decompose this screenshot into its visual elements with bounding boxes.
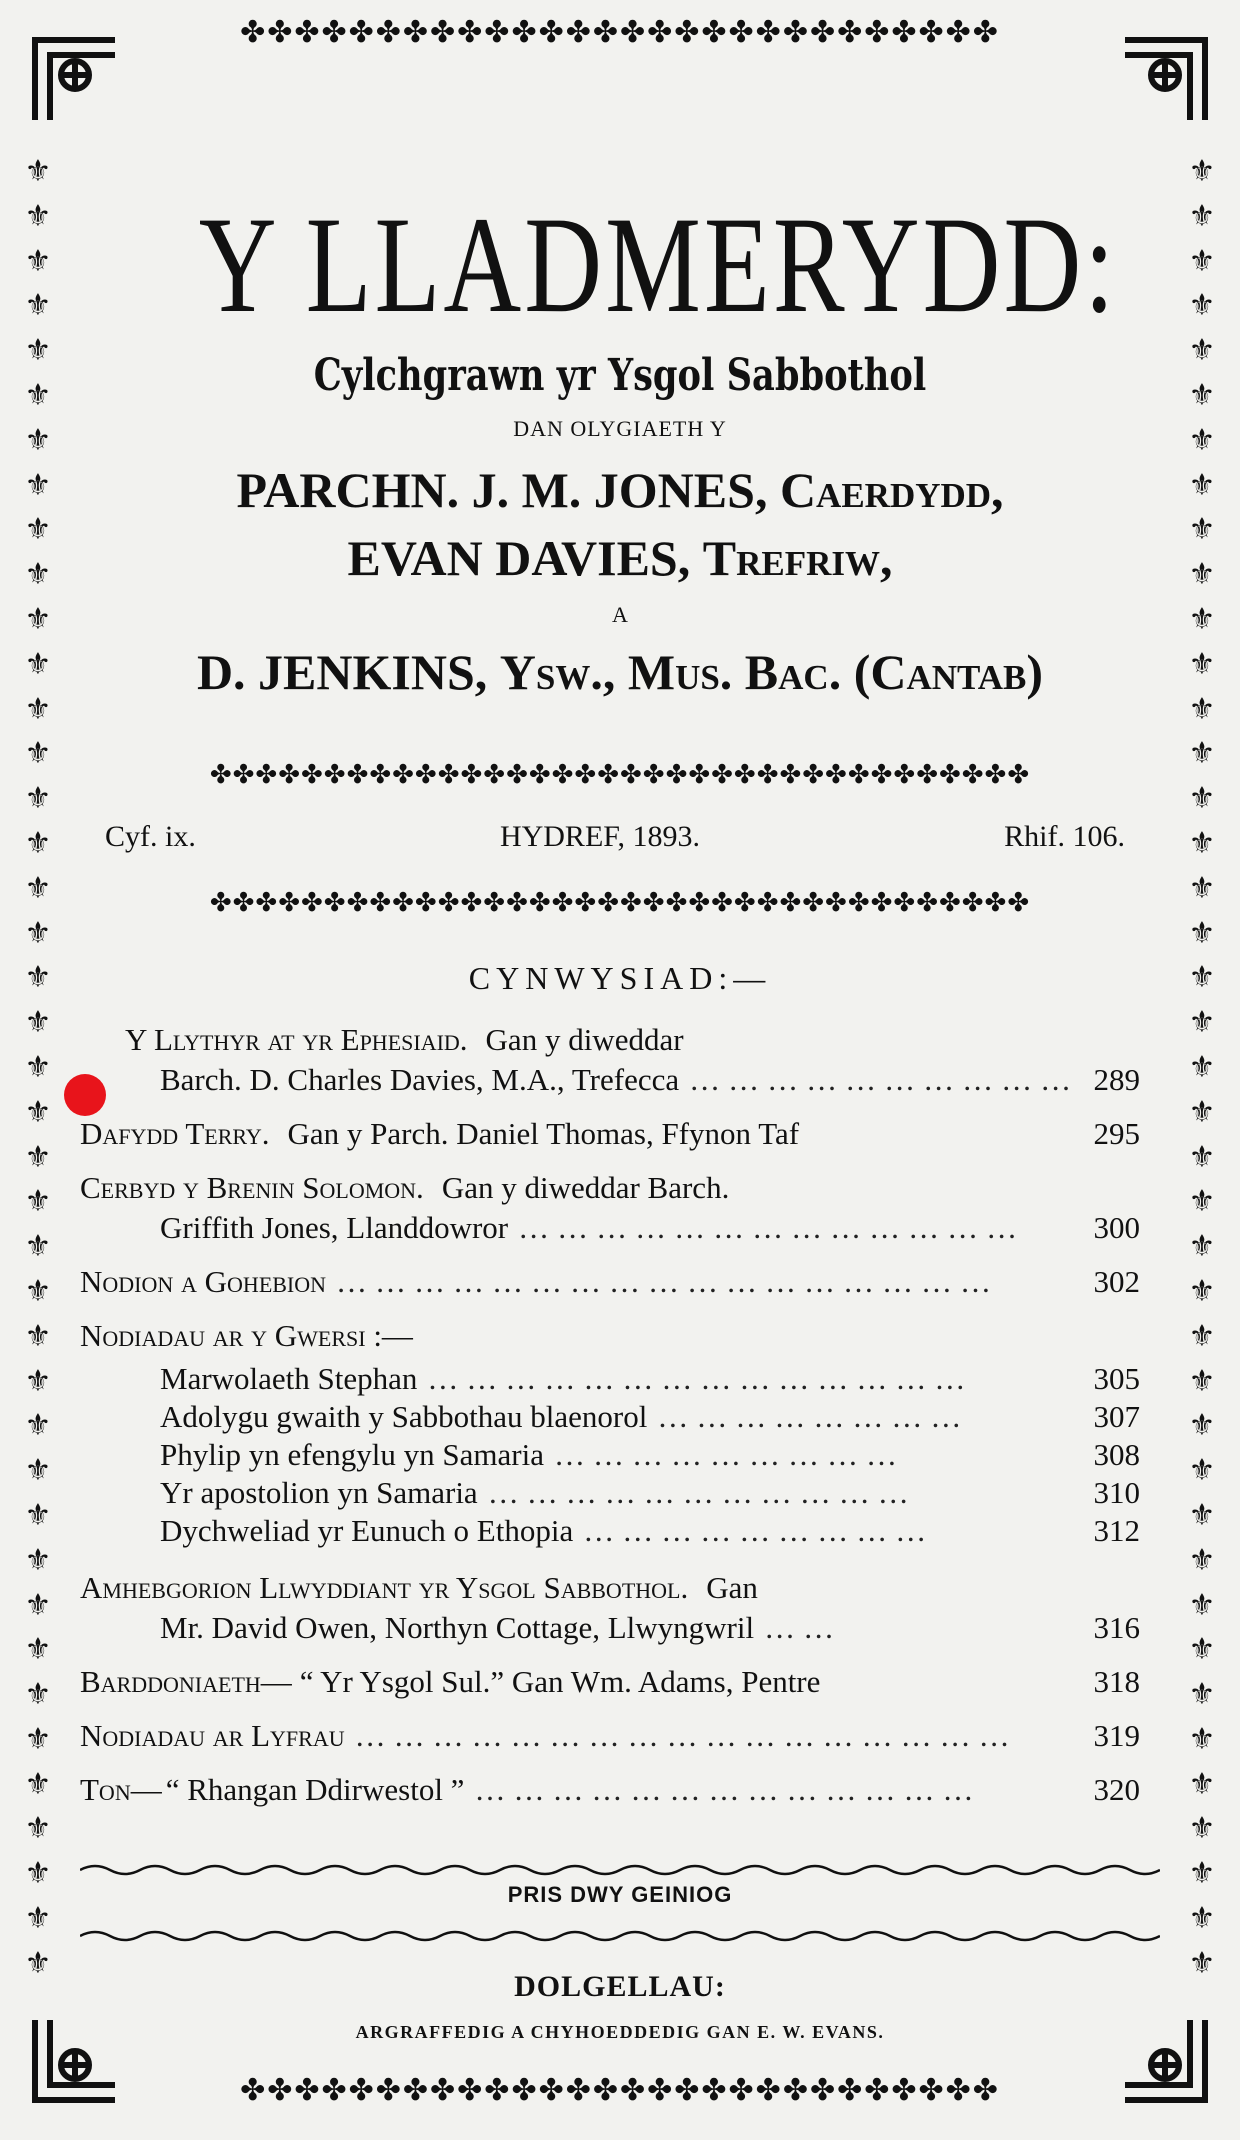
editor-3	[80, 638, 1160, 706]
toc-entry-title: Barddoniaeth—	[80, 1664, 292, 1699]
toc-subentry-title: Yr apostolion yn Samaria	[160, 1475, 478, 1510]
issue-info	[105, 820, 1125, 854]
toc-subentry-title: Marwolaeth Stephan	[160, 1361, 418, 1396]
toc-subentry	[80, 1512, 1140, 1550]
toc-leader-dots: ……………………	[657, 1399, 970, 1434]
toc-subentry	[80, 1360, 1140, 1398]
toc-leader-dots: …………………………	[689, 1062, 1080, 1097]
toc-entry-title: Nodion a Gohebion	[80, 1264, 327, 1299]
corner-ornament-top-left	[20, 20, 130, 130]
editor-1-place: Caerdydd,	[779, 462, 1004, 518]
toc-entry-title: Nodiadau ar Lyfrau	[80, 1718, 345, 1753]
editor-2-place: Trefriw,	[702, 530, 893, 586]
toc-page-number: 307	[1093, 1399, 1140, 1434]
editor-1	[80, 456, 1160, 524]
toc-entry-author: “ Rhangan Ddirwestol ”	[165, 1772, 465, 1807]
toc-entry-title: Dafydd Terry.	[80, 1116, 270, 1151]
toc-page-number: 302	[1093, 1264, 1140, 1299]
wavy-rule-lower	[80, 1928, 1160, 1944]
toc-leader-dots: ……………………………………………	[354, 1718, 1018, 1753]
toc-leader-dots	[799, 1114, 1080, 1154]
top-border-ornament: ✤✤✤✤✤✤✤✤✤✤✤✤✤✤✤✤✤✤✤✤✤✤✤✤✤✤✤✤	[240, 16, 1000, 50]
toc-subentry-title: Phylip yn efengylu yn Samaria	[160, 1437, 544, 1472]
editor-1-name: PARCHN. J. M. JONES,	[236, 462, 768, 518]
editor-3-title: Ysw., Mus. Bac. (Cantab)	[499, 644, 1044, 700]
issue-number: Rhif. 106.	[1004, 820, 1125, 853]
toc-entry	[80, 1168, 1140, 1248]
toc-section-heading	[80, 1316, 1140, 1356]
volume-number: Cyf. ix.	[105, 820, 196, 853]
toc-entry-title: Y Llythyr at yr Ephesiaid.	[125, 1022, 468, 1057]
toc-entry	[80, 1716, 1140, 1756]
toc-leader-dots: ……	[764, 1610, 843, 1645]
editorship-line: DAN OLYGIAETH Y	[513, 416, 727, 441]
masthead	[80, 190, 1160, 706]
toc-entry-title: Ton—	[80, 1772, 162, 1807]
right-border-ornament: ⚜ ⚜ ⚜ ⚜ ⚜ ⚜ ⚜ ⚜ ⚜ ⚜ ⚜ ⚜ ⚜ ⚜ ⚜ ⚜ ⚜ ⚜ ⚜ ⚜ ⚜ ⚜ ⚜ ⚜ ⚜ ⚜ ⚜ ⚜ ⚜ ⚜ ⚜ ⚜ ⚜ ⚜ ⚜ ⚜ ⚜ ⚜ ⚜ ⚜ ⚜	[1188, 154, 1216, 1981]
toc-leader-dots: ……………………………………	[427, 1361, 974, 1396]
toc-page-number: 320	[1093, 1772, 1140, 1807]
toc-entry	[80, 1262, 1140, 1302]
toc-page-number: 308	[1093, 1437, 1140, 1472]
magazine-subtitle: Cylchgrawn yr Ysgol Sabbothol	[313, 350, 927, 401]
red-dot-marker	[64, 1074, 106, 1116]
toc-subentry	[80, 1398, 1140, 1436]
toc-page-number: 310	[1093, 1475, 1140, 1510]
bottom-border-ornament: ✤✤✤✤✤✤✤✤✤✤✤✤✤✤✤✤✤✤✤✤✤✤✤✤✤✤✤✤	[240, 2074, 1000, 2108]
ornamental-rule-upper: ✤✤✤✤✤✤✤✤✤✤✤✤✤✤✤✤✤✤✤✤✤✤✤✤✤✤✤✤✤✤✤✤✤✤✤✤	[209, 760, 1031, 790]
price-line: PRIS DWY GEINIOG	[507, 1882, 733, 1907]
toc-page-number: 289	[1093, 1062, 1140, 1097]
toc-entry-author-cont: Mr. David Owen, Northyn Cottage, Llwyngwril	[160, 1610, 755, 1645]
toc-entry-author: Gan y diweddar	[485, 1022, 684, 1057]
toc-entry	[80, 1568, 1140, 1648]
toc-entry-author-cont: Griffith Jones, Llanddowror	[160, 1210, 509, 1245]
toc-leader-dots: …………………………………	[474, 1772, 982, 1807]
wavy-rule-upper	[80, 1862, 1160, 1878]
toc-entry-author: Gan	[706, 1570, 758, 1605]
and-conjunction: A	[612, 602, 628, 627]
toc-page-number: 318	[1093, 1664, 1140, 1699]
toc-page-number: 295	[1093, 1116, 1140, 1151]
editor-3-name: D. JENKINS,	[196, 644, 488, 700]
ornamental-rule-lower: ✤✤✤✤✤✤✤✤✤✤✤✤✤✤✤✤✤✤✤✤✤✤✤✤✤✤✤✤✤✤✤✤✤✤✤✤	[209, 888, 1031, 918]
toc-subentry	[80, 1474, 1140, 1512]
toc-leader-dots: ……………………………	[487, 1475, 917, 1510]
toc-page-number: 319	[1093, 1718, 1140, 1753]
contents-heading: CYNWYSIAD:—	[468, 960, 772, 996]
toc-page-number: 300	[1093, 1210, 1140, 1245]
table-of-contents	[80, 1020, 1140, 1810]
toc-entry	[80, 1662, 1140, 1702]
toc-entry-author: “ Yr Ysgol Sul.” Gan Wm. Adams, Pentre	[299, 1664, 821, 1699]
toc-entry-author: Gan y diweddar Barch.	[441, 1170, 730, 1205]
toc-entry-title: Nodiadau ar y Gwersi :—	[80, 1318, 413, 1353]
toc-subentry	[80, 1436, 1140, 1474]
left-border-ornament: ⚜ ⚜ ⚜ ⚜ ⚜ ⚜ ⚜ ⚜ ⚜ ⚜ ⚜ ⚜ ⚜ ⚜ ⚜ ⚜ ⚜ ⚜ ⚜ ⚜ ⚜ ⚜ ⚜ ⚜ ⚜ ⚜ ⚜ ⚜ ⚜ ⚜ ⚜ ⚜ ⚜ ⚜ ⚜ ⚜ ⚜ ⚜ ⚜ ⚜ ⚜	[24, 154, 52, 1981]
toc-entry	[80, 1114, 1140, 1154]
toc-entry-title: Amhebgorion Llwyddiant yr Ysgol Sabbothol.	[80, 1570, 689, 1605]
issue-date: HYDREF, 1893.	[499, 820, 701, 853]
toc-entry	[80, 1020, 1140, 1100]
toc-entry-author-cont: Barch. D. Charles Davies, M.A., Trefecca	[160, 1062, 680, 1097]
toc-leader-dots	[820, 1662, 1080, 1702]
toc-leader-dots: ………………………	[583, 1513, 935, 1548]
magazine-title: Y LLADMERYDD:	[198, 188, 1118, 341]
publication-place: DOLGELLAU:	[514, 1970, 726, 2003]
toc-entry	[80, 1770, 1140, 1810]
corner-ornament-top-right	[1110, 20, 1220, 130]
toc-leader-dots: ……………………………………………	[336, 1264, 1000, 1299]
toc-subentry-title: Dychweliad yr Eunuch o Ethopia	[160, 1513, 574, 1548]
toc-leader-dots: ………………………	[554, 1437, 905, 1472]
printer-line: ARGRAFFEDIG A CHYHOEDDEDIG GAN E. W. EVANS.	[355, 2022, 885, 2042]
toc-entry-title: Cerbyd y Brenin Solomon.	[80, 1170, 424, 1205]
toc-leader-dots: …………………………………	[518, 1210, 1026, 1245]
toc-page-number: 312	[1093, 1513, 1140, 1548]
editor-2-name: EVAN DAVIES,	[347, 530, 691, 586]
toc-page-number: 316	[1093, 1610, 1140, 1645]
toc-entry-author: Gan y Parch. Daniel Thomas, Ffynon Taf	[287, 1116, 800, 1151]
toc-subentry-title: Adolygu gwaith y Sabbothau blaenorol	[160, 1399, 648, 1434]
editor-2	[80, 524, 1160, 592]
toc-page-number: 305	[1093, 1361, 1140, 1396]
